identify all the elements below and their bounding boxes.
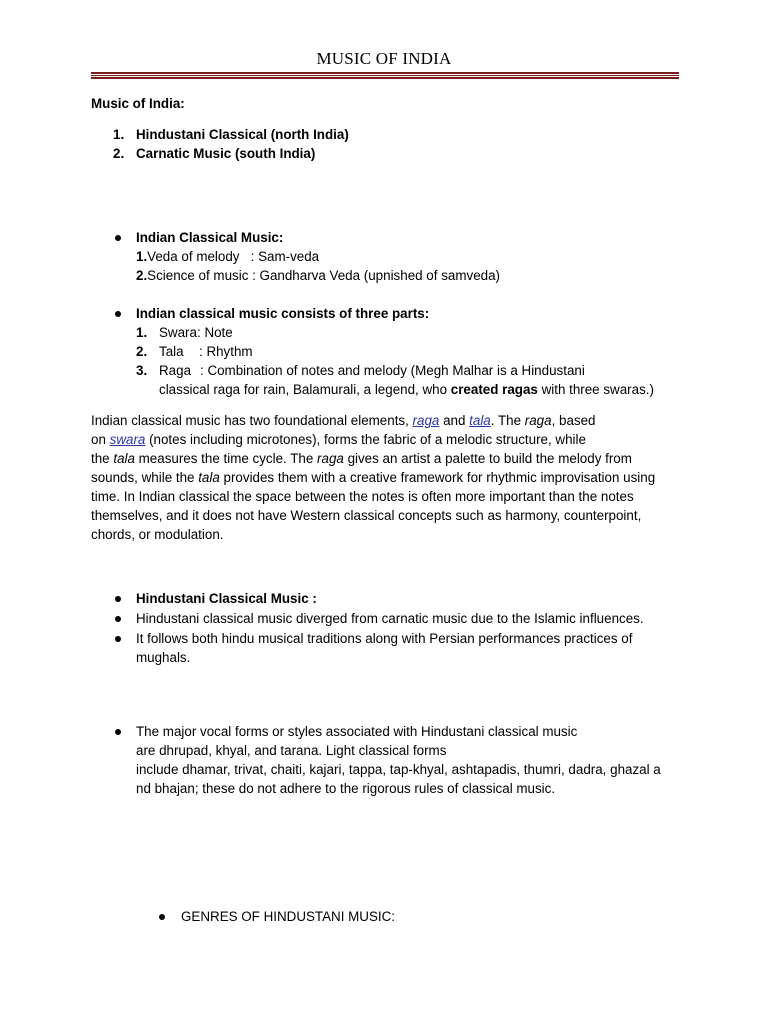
parts-desc-1: : Note — [197, 325, 233, 340]
paragraph-line-5: time. In Indian classical the space between the notes is often more important than the notes — [91, 489, 634, 504]
icm-line-1-num: 1. — [136, 249, 148, 264]
para-text: on — [91, 432, 110, 447]
raga-cont-text: classical raga for rain, Balamurali, a legend, who — [159, 382, 451, 397]
icm-line-2-text: Science of music : Gandharva Veda (upnished of samveda) — [147, 268, 500, 283]
para-text: and — [439, 413, 470, 428]
paragraph-line-6: themselves, and it does not have Western classical concepts such as harmony, counterpoint, — [91, 508, 642, 523]
intro-list-item-2: Carnatic Music (south India) — [136, 146, 316, 161]
para-italic: raga — [317, 451, 344, 466]
paragraph-line-2 — [91, 430, 586, 449]
parts-desc-2: : Rhythm — [199, 344, 253, 359]
paragraph-line-3 — [91, 449, 632, 468]
hindustani-bullet-2-line-2: mughals. — [136, 650, 191, 665]
intro-list-item-1: Hindustani Classical (north India) — [136, 127, 349, 142]
raga-cont-tail: with three swaras.) — [537, 382, 654, 397]
intro-list-num-2: 2. — [113, 146, 125, 161]
link-raga[interactable]: raga — [412, 413, 440, 428]
paragraph-line-4 — [91, 468, 655, 487]
para-text: . The — [490, 413, 525, 428]
para-text: gives an artist a palette to build the melody from — [343, 451, 632, 466]
parts-name-2: Tala — [159, 344, 184, 359]
bullet — [159, 914, 165, 920]
parts-num-2: 2. — [136, 344, 148, 359]
para-italic: raga — [524, 413, 552, 428]
title-rule-bottom — [91, 77, 679, 79]
link-tala[interactable]: tala — [469, 413, 491, 428]
icm-heading: Indian Classical Music: — [136, 230, 284, 245]
title-rule-top — [91, 72, 679, 74]
parts-desc-3: : Combination of notes and melody (Megh Malhar is a Hindustani — [200, 363, 585, 378]
intro-list-num-1: 1. — [113, 127, 125, 142]
paragraph-line-1 — [91, 411, 596, 430]
icm-line-2-num: 2. — [136, 268, 148, 283]
intro-heading: Music of India: — [91, 96, 185, 111]
parts-name-1: Swara — [159, 325, 197, 340]
vocal-line-1: The major vocal forms or styles associated with Hindustani classical music — [136, 724, 578, 739]
bullet — [115, 311, 121, 317]
bullet — [115, 616, 121, 622]
hindustani-heading: Hindustani Classical Music : — [136, 591, 317, 606]
title-rule-middle — [91, 75, 679, 76]
icm-line-2 — [136, 266, 500, 285]
para-text: measures the time cycle. The — [134, 451, 318, 466]
para-text: sounds, while the — [91, 470, 199, 485]
para-italic: tala — [113, 451, 135, 466]
genres-heading: GENRES OF HINDUSTANI MUSIC: — [181, 909, 396, 924]
raga-continuation — [159, 380, 654, 399]
icm-line-1-text: Veda of melody : Sam-veda — [147, 249, 320, 264]
vocal-line-4: nd bhajan; these do not adhere to the rigorous rules of classical music. — [136, 781, 556, 796]
vocal-line-2: are dhrupad, khyal, and tarana. Light classical forms — [136, 743, 447, 758]
parts-heading: Indian classical music consists of three parts: — [136, 306, 430, 321]
parts-name-3: Raga — [159, 363, 192, 378]
page-title: MUSIC OF INDIA — [316, 49, 452, 68]
para-text: provides them with a creative framework for rhythmic improvisation using — [219, 470, 656, 485]
link-swara[interactable]: swara — [109, 432, 146, 447]
parts-num-3: 3. — [136, 363, 148, 378]
bullet — [115, 596, 121, 602]
para-text: the — [91, 451, 114, 466]
vocal-line-3: include dhamar, trivat, chaiti, kajari, tappa, tap-khyal, ashtapadis, thumri, dadra, ghazal a — [136, 762, 661, 777]
para-italic: tala — [198, 470, 220, 485]
bullet — [115, 729, 121, 735]
paragraph-line-7: chords, or modulation. — [91, 527, 224, 542]
bullet — [115, 636, 121, 642]
hindustani-bullet-1: Hindustani classical music diverged from carnatic music due to the Islamic influences. — [136, 611, 644, 626]
hindustani-bullet-2-line-1: It follows both hindu musical traditions along with Persian performances practices of — [136, 631, 633, 646]
para-text: Indian classical music has two foundational elements, — [91, 413, 413, 428]
para-text: (notes including microtones), forms the fabric of a melodic structure, while — [145, 432, 586, 447]
icm-line-1 — [136, 247, 319, 266]
parts-num-1: 1. — [136, 325, 148, 340]
raga-cont-bold: created ragas — [450, 382, 538, 397]
para-text: , based — [551, 413, 596, 428]
bullet — [115, 235, 121, 241]
